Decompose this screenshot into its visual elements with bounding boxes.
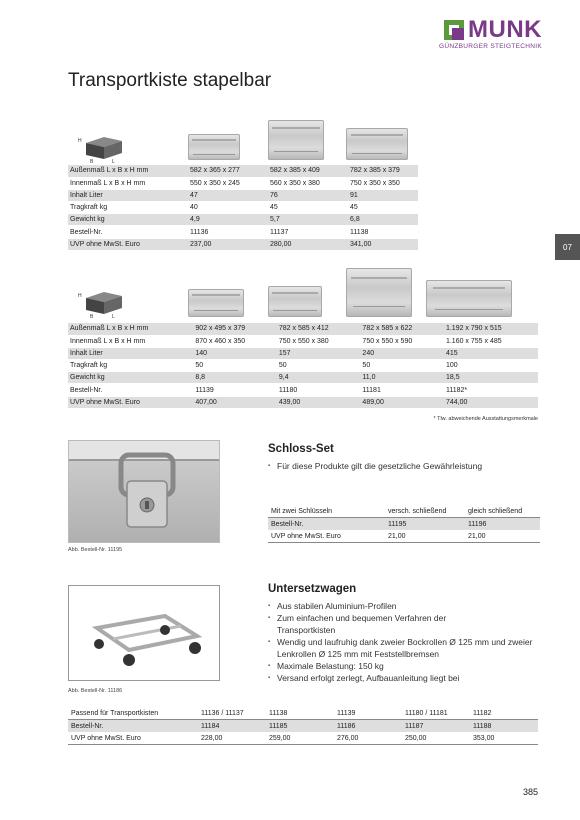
cell: 4,9: [188, 214, 268, 226]
table-row: [68, 165, 418, 177]
row-label: Bestell-Nr.: [268, 518, 385, 531]
schloss-caption: Abb. Bestell-Nr. 11195: [68, 547, 123, 553]
col-header: 11182: [470, 707, 538, 720]
cell: 21,00: [465, 530, 540, 543]
cell: 11187: [402, 720, 470, 733]
product-image-11136: [188, 134, 240, 160]
wagen-caption: Abb. Bestell-Nr. 11186: [68, 688, 123, 694]
cell: 11136: [190, 228, 209, 236]
dolly-image: [69, 586, 220, 681]
row-label: Innenmaß L x B x H mm: [70, 337, 146, 345]
row-label: Inhalt Liter: [68, 189, 188, 201]
cell: 45: [270, 204, 278, 212]
row-label: Bestell-Nr.: [68, 720, 198, 733]
cell: 11185: [266, 720, 334, 733]
spec-table-1: [68, 165, 418, 251]
row-label: Bestell-Nr.: [70, 386, 103, 394]
table-row: [68, 177, 418, 189]
cell: 91: [348, 189, 418, 201]
cell: 415: [444, 347, 538, 359]
row-label: Gewicht kg: [68, 214, 188, 226]
cell: 50: [195, 362, 204, 370]
cell: 11,0: [360, 372, 444, 384]
cell: 11195: [385, 518, 465, 531]
row-label: Inhalt Liter: [68, 347, 193, 359]
cell: 5,7: [268, 214, 348, 226]
cell: 18,5: [444, 372, 538, 384]
cell: 11182*: [445, 386, 468, 394]
col-header: Mit zwei Schlüsseln: [268, 505, 385, 518]
row-label: Gewicht kg: [68, 372, 193, 384]
cell: 11181: [362, 386, 381, 394]
col-header: 11138: [266, 707, 334, 720]
cell: 157: [277, 347, 361, 359]
cell: 50: [278, 362, 287, 370]
dimension-box-icon: [76, 288, 126, 318]
cell: 782 x 585 x 622: [360, 323, 444, 335]
cell: 9,4: [277, 372, 361, 384]
row-label: Bestell-Nr.: [70, 228, 103, 236]
col-header: gleich schließend: [465, 505, 540, 518]
table-row: [68, 202, 418, 214]
table-row: [68, 360, 538, 372]
cell: 11184: [198, 720, 266, 733]
cell: 11188: [470, 720, 538, 733]
cell: 560 x 350 x 380: [270, 179, 320, 187]
table-row: [68, 214, 418, 226]
cell: 76: [268, 189, 348, 201]
cell: 21,00: [385, 530, 465, 543]
cell: 489,00: [360, 396, 444, 408]
page-number: 385: [522, 787, 538, 797]
cell: 782 x 385 x 379: [348, 165, 418, 177]
cell: 11196: [465, 518, 540, 531]
cell: 782 x 585 x 412: [277, 323, 361, 335]
schloss-photo: [68, 440, 220, 543]
section-tab[interactable]: 07: [555, 234, 580, 260]
page-title: Transportkiste stapelbar: [68, 70, 272, 91]
brand-tagline: GÜNZBURGER STEIGTECHNIK: [439, 43, 542, 50]
cell: 280,00: [268, 238, 348, 250]
lock-image: [69, 441, 220, 543]
table-row: [68, 238, 418, 250]
cell: 1.192 x 790 x 515: [444, 323, 538, 335]
cell: 6,8: [348, 214, 418, 226]
wagen-title: Untersetzwagen: [268, 583, 357, 595]
wagen-table: [68, 707, 538, 745]
bullet-item: ▪ Wendig und laufruhig dank zweier Bockrollen Ø 125 mm und zweier Lenkrollen Ø 125 mm mit Feststellbremsen: [268, 636, 540, 660]
product-image-11137: [268, 120, 324, 160]
cell: 750 x 550 x 590: [362, 337, 413, 345]
wagen-bullets: [268, 600, 540, 684]
row-label: Außenmaß L x B x H mm: [68, 165, 188, 177]
cell: 11139: [195, 386, 214, 394]
row-label: UVP ohne MwSt. Euro: [68, 732, 198, 745]
dim-l-label: L: [112, 159, 115, 163]
cell: 353,00: [470, 732, 538, 745]
bullet-item: ▪ Zum einfachen und bequemen Verfahren der Transportkisten: [268, 612, 498, 636]
table-row: [68, 189, 418, 201]
cell: 250,00: [402, 732, 470, 745]
cell: 140: [193, 347, 277, 359]
col-header: 11139: [334, 707, 402, 720]
cell: 550 x 350 x 245: [190, 179, 240, 187]
wagen-photo: [68, 585, 220, 681]
cell: 744,00: [444, 396, 538, 408]
cell: 228,00: [198, 732, 266, 745]
footnote: * Tlw. abweichende Ausstattungsmerkmale: [433, 416, 538, 422]
brand-logo: [434, 16, 542, 50]
cell: 870 x 460 x 350: [195, 337, 246, 345]
dim-l-label: L: [112, 314, 115, 318]
col-header: Passend für Transportkisten: [68, 707, 198, 720]
dim-h-label: H: [78, 138, 82, 144]
munk-logo-icon: [444, 20, 464, 40]
product-image-11181: [346, 268, 412, 317]
col-header: 11180 / 11181: [402, 707, 470, 720]
cell: 276,00: [334, 732, 402, 745]
cell: 45: [350, 204, 358, 212]
product-image-11139: [188, 289, 244, 317]
product-image-11180: [268, 286, 322, 317]
cell: 407,00: [193, 396, 277, 408]
dimension-box-icon: [76, 133, 126, 163]
table-row: [68, 384, 538, 396]
row-label: Außenmaß L x B x H mm: [68, 323, 193, 335]
cell: 582 x 385 x 409: [268, 165, 348, 177]
dim-b-label: B: [90, 314, 94, 318]
col-header: 11136 / 11137: [198, 707, 266, 720]
cell: 11180: [278, 386, 298, 394]
cell: 100: [445, 362, 458, 370]
row-label: UVP ohne MwSt. Euro: [68, 238, 188, 250]
row-label: Tragkraft kg: [70, 204, 108, 212]
dim-h-label: H: [78, 293, 82, 299]
table-row: [68, 347, 538, 359]
table-row: [68, 396, 538, 408]
cell: 50: [362, 362, 371, 370]
bullet-item: ▪ Für diese Produkte gilt die gesetzliche Gewährleistung: [268, 460, 540, 472]
cell: 40: [190, 204, 198, 212]
brand-name: MUNK: [468, 16, 542, 43]
cell: 259,00: [266, 732, 334, 745]
cell: 582 x 365 x 277: [188, 165, 268, 177]
table-row: [68, 372, 538, 384]
col-header: versch. schließend: [385, 505, 465, 518]
schloss-table: [268, 505, 540, 543]
cell: 240: [360, 347, 444, 359]
table-row: [68, 323, 538, 335]
cell: 439,00: [277, 396, 361, 408]
cell: 11186: [334, 720, 402, 733]
spec-table-2: [68, 323, 538, 409]
cell: 11137: [270, 228, 289, 236]
bullet-item: ▪ Maximale Belastung: 150 kg: [268, 660, 540, 672]
cell: 1.160 x 755 x 485: [445, 337, 502, 345]
product-image-11138: [346, 128, 408, 160]
table-row: [68, 335, 538, 347]
dim-b-label: B: [90, 159, 94, 163]
schloss-title: Schloss-Set: [268, 443, 334, 455]
cell: 237,00: [188, 238, 268, 250]
cell: 750 x 350 x 350: [350, 179, 400, 187]
cell: 47: [188, 189, 268, 201]
cell: 8,8: [193, 372, 277, 384]
row-label: UVP ohne MwSt. Euro: [68, 396, 193, 408]
product-image-11182: [426, 280, 512, 317]
cell: 11138: [350, 228, 369, 236]
row-label: Innenmaß L x B x H mm: [70, 179, 146, 187]
cell: 902 x 495 x 379: [193, 323, 277, 335]
schloss-bullets: [268, 460, 540, 472]
bullet-item: ▪ Versand erfolgt zerlegt, Aufbauanleitung liegt bei: [268, 672, 540, 684]
row-label: Tragkraft kg: [70, 362, 108, 370]
bullet-item: ▪ Aus stabilen Aluminium-Profilen: [268, 600, 540, 612]
cell: 341,00: [348, 238, 418, 250]
row-label: UVP ohne MwSt. Euro: [268, 530, 385, 543]
table-row: [68, 226, 418, 238]
cell: 750 x 550 x 380: [278, 337, 329, 345]
